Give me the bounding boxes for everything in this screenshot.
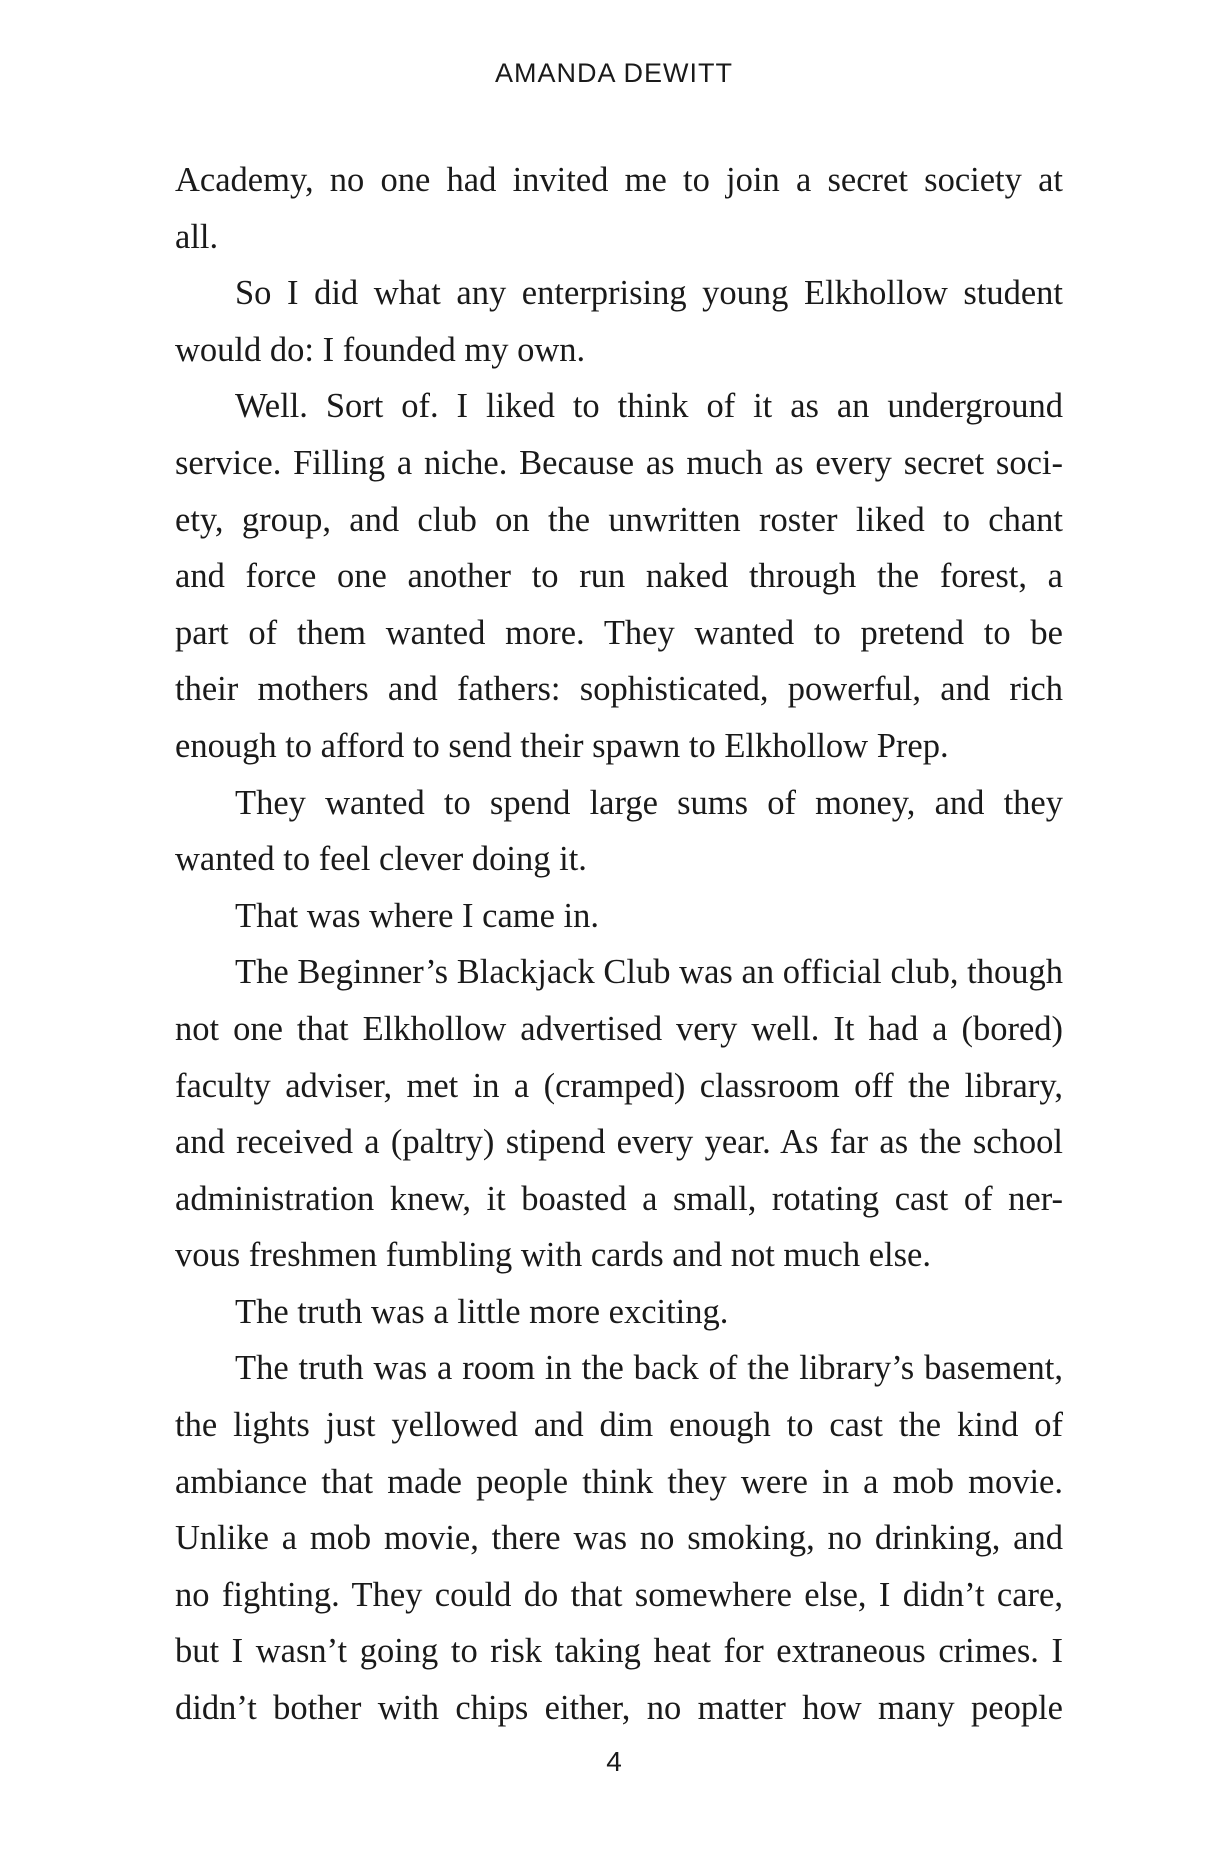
text-line: their mothers and fathers: sophisticated, powerful, and rich (175, 670, 1063, 709)
text-line: all. (175, 217, 219, 256)
body-text (175, 152, 1063, 1737)
text-line: wanted to feel clever doing it. (175, 840, 587, 879)
text-line: part of them wanted more. They wanted to pretend to be (175, 613, 1063, 652)
text-line: and force one another to run naked through the forest, a (175, 557, 1063, 596)
text-line: would do: I founded my own. (175, 330, 586, 369)
text-line: Well. Sort of. I liked to think of it as an underground (235, 387, 1063, 426)
text-line: ambiance that made people think they were in a mob movie. (175, 1462, 1063, 1501)
text-line: Unlike a mob movie, there was no smoking, no drinking, and (175, 1519, 1063, 1558)
text-line: enough to afford to send their spawn to Elkhollow Prep. (175, 726, 949, 765)
text-line: Academy, no one had invited me to join a secret society at (175, 161, 1063, 199)
text-line: The truth was a little more exciting. (235, 1292, 729, 1331)
page-number: 4 (606, 1746, 622, 1777)
text-line: service. Filling a niche. Because as much as every secret soci- (175, 443, 1063, 482)
text-line: but I wasn’t going to risk taking heat for extraneous crimes. I (175, 1632, 1063, 1671)
text-line: didn’t bother with chips either, no matter how many people (175, 1689, 1063, 1728)
text-line: So I did what any enterprising young Elkhollow student (235, 274, 1063, 313)
text-line: ety, group, and club on the unwritten roster liked to chant (175, 500, 1063, 539)
text-line: vous freshmen fumbling with cards and not much else. (175, 1236, 931, 1275)
text-line: no fighting. They could do that somewhere else, I didn’t care, (175, 1575, 1063, 1614)
text-line: The truth was a room in the back of the library’s basement, (235, 1349, 1063, 1388)
text-line: administration knew, it boasted a small, rotating cast of ner- (175, 1179, 1063, 1218)
text-line: The Beginner’s Blackjack Club was an official club, though (235, 953, 1063, 992)
running-head: AMANDA DEWITT (494, 58, 733, 88)
text-line: That was where I came in. (235, 896, 600, 935)
text-line: the lights just yellowed and dim enough to cast the kind of (175, 1406, 1063, 1445)
text-line: and received a (paltry) stipend every year. As far as the school (175, 1123, 1063, 1162)
text-line: They wanted to spend large sums of money, and they (235, 783, 1063, 822)
text-line: not one that Elkhollow advertised very well. It had a (bored) (175, 1009, 1063, 1048)
text-line: faculty adviser, met in a (cramped) classroom off the library, (175, 1066, 1063, 1105)
